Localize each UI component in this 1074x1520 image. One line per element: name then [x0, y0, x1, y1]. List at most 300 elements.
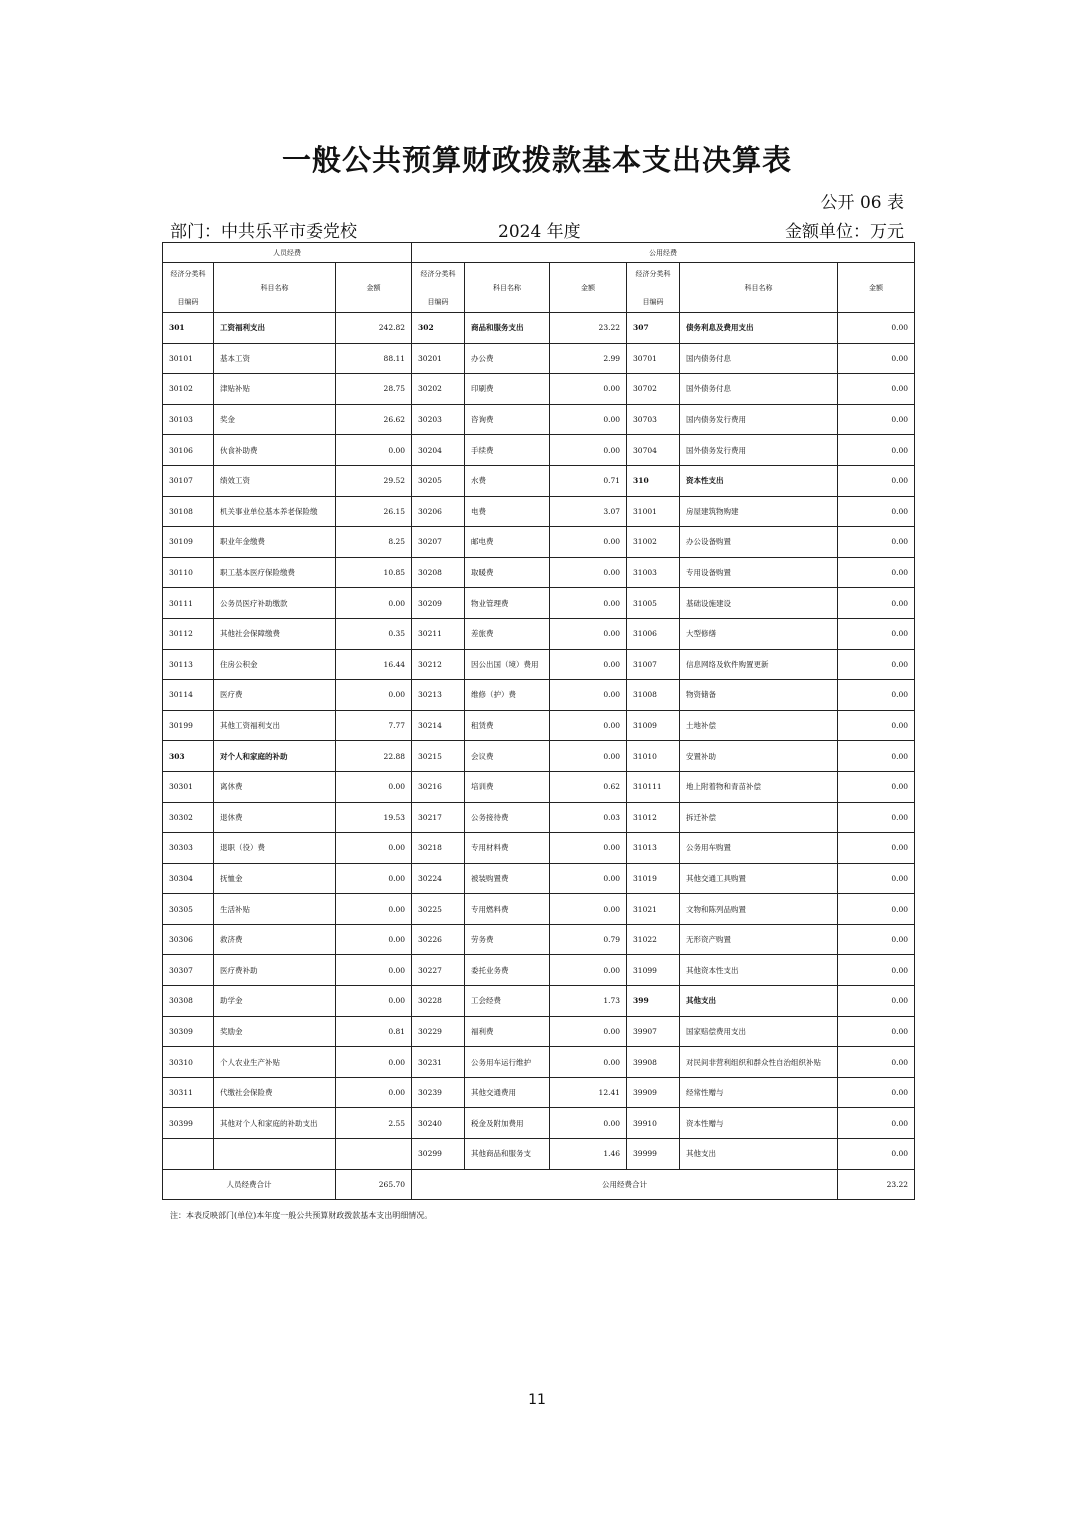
- table-row: [163, 618, 915, 649]
- amount-cell: 0.00: [550, 955, 627, 986]
- name-cell: 邮电费: [465, 527, 550, 558]
- amount-cell: 0.00: [838, 588, 915, 619]
- group-personnel: 人员经费: [163, 243, 412, 263]
- amount-cell: 0.00: [838, 496, 915, 527]
- code-cell: 30215: [412, 741, 465, 772]
- name-cell: 培训费: [465, 771, 550, 802]
- code-cell: 31099: [627, 955, 680, 986]
- code-cell: 31002: [627, 527, 680, 558]
- page-title: 一般公共预算财政拨款基本支出决算表: [281, 143, 792, 177]
- code-cell: 310111: [627, 771, 680, 802]
- name-cell: 奖金: [214, 404, 336, 435]
- amount-cell: 0.00: [838, 1016, 915, 1047]
- code-cell: 30109: [163, 527, 214, 558]
- name-cell: 办公费: [465, 343, 550, 374]
- code-cell: 30299: [412, 1139, 465, 1170]
- name-cell: 职业年金缴费: [214, 527, 336, 558]
- amount-cell: 0.00: [838, 771, 915, 802]
- name-cell: 救济费: [214, 924, 336, 955]
- code-cell: 30110: [163, 557, 214, 588]
- name-cell: 其他社会保障缴费: [214, 618, 336, 649]
- table-row: [163, 435, 915, 466]
- name-cell: 其他支出: [680, 1139, 838, 1170]
- name-cell: 商品和服务支出: [465, 313, 550, 344]
- name-cell: 代缴社会保险费: [214, 1077, 336, 1108]
- amount-cell: 7.77: [336, 710, 412, 741]
- amount-cell: 0.00: [838, 374, 915, 405]
- amount-cell: 3.07: [550, 496, 627, 527]
- amount-cell: 0.00: [550, 710, 627, 741]
- code-cell: 30201: [412, 343, 465, 374]
- code-cell: 30106: [163, 435, 214, 466]
- code-cell: 30702: [627, 374, 680, 405]
- code-cell: 31021: [627, 894, 680, 925]
- name-cell: 工会经费: [465, 986, 550, 1017]
- header-code-line2: 目编码: [177, 297, 199, 306]
- name-cell: 其他对个人和家庭的补助支出: [214, 1108, 336, 1139]
- amount-cell: 8.25: [336, 527, 412, 558]
- name-cell: 基本工资: [214, 343, 336, 374]
- header-code-line1: 经济分类科: [420, 269, 456, 278]
- name-cell: [214, 1139, 336, 1170]
- name-cell: 国外债务付息: [680, 374, 838, 405]
- code-cell: 30114: [163, 680, 214, 711]
- name-cell: 抚恤金: [214, 863, 336, 894]
- table-row: [163, 924, 915, 955]
- table-row: [163, 802, 915, 833]
- code-cell: 39999: [627, 1139, 680, 1170]
- name-cell: 债务利息及费用支出: [680, 313, 838, 344]
- totals-row: [163, 1169, 915, 1199]
- code-cell: 30229: [412, 1016, 465, 1047]
- amount-cell: 16.44: [336, 649, 412, 680]
- name-cell: 其他交通费用: [465, 1077, 550, 1108]
- code-cell: 30209: [412, 588, 465, 619]
- amount-cell: 0.00: [550, 435, 627, 466]
- name-cell: 物业管理费: [465, 588, 550, 619]
- table-row: [163, 680, 915, 711]
- code-cell: 30203: [412, 404, 465, 435]
- code-cell: 30307: [163, 955, 214, 986]
- amount-cell: 0.81: [336, 1016, 412, 1047]
- page-number: 11: [528, 1392, 546, 1408]
- amount-cell: 0.00: [838, 618, 915, 649]
- code-cell: 31013: [627, 833, 680, 864]
- name-cell: 税金及附加费用: [465, 1108, 550, 1139]
- header-name: 科目名称: [465, 263, 550, 313]
- personnel-total-value: 265.70: [336, 1169, 412, 1199]
- amount-cell: 0.00: [550, 404, 627, 435]
- code-cell: 30228: [412, 986, 465, 1017]
- table-row: [163, 374, 915, 405]
- code-cell: 31007: [627, 649, 680, 680]
- code-cell: 30305: [163, 894, 214, 925]
- table-row: [163, 588, 915, 619]
- amount-cell: 2.55: [336, 1108, 412, 1139]
- table-row: [163, 527, 915, 558]
- name-cell: 公务员医疗补助缴款: [214, 588, 336, 619]
- header-amount: 金额: [550, 263, 627, 313]
- code-cell: 30211: [412, 618, 465, 649]
- table-row: [163, 496, 915, 527]
- table-row: [163, 313, 915, 344]
- table-row: [163, 465, 915, 496]
- amount-cell: 26.62: [336, 404, 412, 435]
- amount-cell: 0.00: [550, 833, 627, 864]
- name-cell: 印刷费: [465, 374, 550, 405]
- code-cell: 307: [627, 313, 680, 344]
- name-cell: 水费: [465, 465, 550, 496]
- name-cell: 物资储备: [680, 680, 838, 711]
- form-number: 公开 06 表: [820, 193, 904, 213]
- name-cell: 基础设施建设: [680, 588, 838, 619]
- code-cell: 31019: [627, 863, 680, 894]
- name-cell: 土地补偿: [680, 710, 838, 741]
- name-cell: 大型修缮: [680, 618, 838, 649]
- header-code-line2: 目编码: [642, 297, 664, 306]
- code-cell: 30301: [163, 771, 214, 802]
- code-cell: 30309: [163, 1016, 214, 1047]
- header-code-line1: 经济分类科: [635, 269, 671, 278]
- code-cell: 31022: [627, 924, 680, 955]
- amount-cell: 0.00: [550, 618, 627, 649]
- name-cell: 安置补助: [680, 741, 838, 772]
- amount-cell: 10.85: [336, 557, 412, 588]
- amount-cell: 0.35: [336, 618, 412, 649]
- name-cell: 地上附着物和青苗补偿: [680, 771, 838, 802]
- name-cell: 其他资本性支出: [680, 955, 838, 986]
- name-cell: 文物和陈列品购置: [680, 894, 838, 925]
- amount-cell: 22.88: [336, 741, 412, 772]
- code-cell: 30199: [163, 710, 214, 741]
- header-amount: 金额: [336, 263, 412, 313]
- name-cell: 取暖费: [465, 557, 550, 588]
- code-cell: 30310: [163, 1047, 214, 1078]
- amount-cell: 0.03: [550, 802, 627, 833]
- amount-cell: 0.00: [550, 527, 627, 558]
- name-cell: 助学金: [214, 986, 336, 1017]
- code-cell: 303: [163, 741, 214, 772]
- code-cell: 30207: [412, 527, 465, 558]
- code-cell: 30213: [412, 680, 465, 711]
- name-cell: 拆迁补偿: [680, 802, 838, 833]
- name-cell: 办公设备购置: [680, 527, 838, 558]
- amount-cell: 0.00: [838, 313, 915, 344]
- name-cell: 因公出国（境）费用: [465, 649, 550, 680]
- name-cell: 电费: [465, 496, 550, 527]
- amount-cell: 0.00: [336, 863, 412, 894]
- code-cell: 30102: [163, 374, 214, 405]
- amount-cell: 19.53: [336, 802, 412, 833]
- header-amount: 金额: [838, 263, 915, 313]
- amount-cell: 0.00: [838, 435, 915, 466]
- code-cell: 30113: [163, 649, 214, 680]
- name-cell: 经常性赠与: [680, 1077, 838, 1108]
- amount-cell: 0.00: [838, 343, 915, 374]
- name-cell: 公务用车购置: [680, 833, 838, 864]
- amount-cell: 0.00: [838, 802, 915, 833]
- code-cell: 30302: [163, 802, 214, 833]
- name-cell: 对民间非营利组织和群众性自治组织补贴: [680, 1047, 838, 1078]
- amount-cell: 0.00: [336, 1077, 412, 1108]
- table-row: [163, 404, 915, 435]
- code-cell: 30208: [412, 557, 465, 588]
- name-cell: 劳务费: [465, 924, 550, 955]
- table-row: [163, 833, 915, 864]
- amount-cell: 0.00: [838, 404, 915, 435]
- code-cell: 30226: [412, 924, 465, 955]
- header-code: [163, 263, 214, 313]
- table-body: [163, 313, 915, 1170]
- table-row: [163, 771, 915, 802]
- name-cell: 国家赔偿费用支出: [680, 1016, 838, 1047]
- header-name: 科目名称: [680, 263, 838, 313]
- name-cell: 差旅费: [465, 618, 550, 649]
- name-cell: 无形资产购置: [680, 924, 838, 955]
- name-cell: 机关事业单位基本养老保险缴: [214, 496, 336, 527]
- name-cell: 委托业务费: [465, 955, 550, 986]
- amount-cell: 0.00: [336, 833, 412, 864]
- name-cell: 资本性赠与: [680, 1108, 838, 1139]
- code-cell: 39908: [627, 1047, 680, 1078]
- code-cell: 30112: [163, 618, 214, 649]
- amount-cell: 0.00: [838, 1077, 915, 1108]
- table-row: [163, 343, 915, 374]
- amount-cell: 1.73: [550, 986, 627, 1017]
- code-cell: 30311: [163, 1077, 214, 1108]
- table-row: [163, 863, 915, 894]
- amount-cell: 0.71: [550, 465, 627, 496]
- code-cell: 30103: [163, 404, 214, 435]
- amount-cell: 0.00: [336, 588, 412, 619]
- amount-cell: 0.00: [838, 1108, 915, 1139]
- table-row: [163, 955, 915, 986]
- amount-cell: 0.00: [838, 465, 915, 496]
- amount-cell: 0.00: [336, 924, 412, 955]
- code-cell: 30240: [412, 1108, 465, 1139]
- code-cell: 30107: [163, 465, 214, 496]
- amount-cell: 0.62: [550, 771, 627, 802]
- code-cell: 310: [627, 465, 680, 496]
- code-cell: 302: [412, 313, 465, 344]
- footnote: 注：本表反映部门(单位)本年度一般公共预算财政拨款基本支出明细情况。: [170, 1211, 433, 1220]
- header-name: 科目名称: [214, 263, 336, 313]
- name-cell: 其他工资福利支出: [214, 710, 336, 741]
- code-cell: 30205: [412, 465, 465, 496]
- name-cell: 伙食补助费: [214, 435, 336, 466]
- code-cell: 31006: [627, 618, 680, 649]
- amount-cell: 0.00: [336, 771, 412, 802]
- amount-cell: 0.00: [838, 557, 915, 588]
- code-cell: 30214: [412, 710, 465, 741]
- public-total-value: 23.22: [838, 1169, 915, 1199]
- amount-cell: 0.00: [550, 1047, 627, 1078]
- amount-cell: 0.00: [838, 863, 915, 894]
- code-cell: 30101: [163, 343, 214, 374]
- code-cell: 301: [163, 313, 214, 344]
- amount-cell: 0.00: [838, 710, 915, 741]
- name-cell: 咨询费: [465, 404, 550, 435]
- name-cell: 国内债务付息: [680, 343, 838, 374]
- code-cell: 30212: [412, 649, 465, 680]
- name-cell: 国内债务发行费用: [680, 404, 838, 435]
- expenditure-table: [162, 242, 915, 1200]
- name-cell: 医疗费: [214, 680, 336, 711]
- name-cell: 其他商品和服务支: [465, 1139, 550, 1170]
- code-cell: 31010: [627, 741, 680, 772]
- table-row: [163, 1139, 915, 1170]
- name-cell: 公务接待费: [465, 802, 550, 833]
- public-total-label: 公用经费合计: [412, 1169, 838, 1199]
- amount-cell: 0.00: [838, 986, 915, 1017]
- name-cell: 会议费: [465, 741, 550, 772]
- name-cell: 房屋建筑物购建: [680, 496, 838, 527]
- code-cell: 30306: [163, 924, 214, 955]
- name-cell: 其他支出: [680, 986, 838, 1017]
- name-cell: 退休费: [214, 802, 336, 833]
- code-cell: 30701: [627, 343, 680, 374]
- amount-cell: 29.52: [336, 465, 412, 496]
- personnel-total-label: 人员经费合计: [163, 1169, 336, 1199]
- name-cell: 专用设备购置: [680, 557, 838, 588]
- code-cell: 30224: [412, 863, 465, 894]
- amount-cell: 0.00: [550, 894, 627, 925]
- code-cell: 30308: [163, 986, 214, 1017]
- code-cell: 30399: [163, 1108, 214, 1139]
- amount-cell: 0.00: [550, 1016, 627, 1047]
- code-cell: 31012: [627, 802, 680, 833]
- name-cell: 资本性支出: [680, 465, 838, 496]
- amount-cell: [336, 1139, 412, 1170]
- amount-cell: 0.00: [336, 435, 412, 466]
- amount-cell: 242.82: [336, 313, 412, 344]
- code-cell: 31003: [627, 557, 680, 588]
- name-cell: 奖励金: [214, 1016, 336, 1047]
- table-row: [163, 557, 915, 588]
- code-cell: 39909: [627, 1077, 680, 1108]
- name-cell: 手续费: [465, 435, 550, 466]
- code-cell: 30703: [627, 404, 680, 435]
- amount-cell: 0.00: [336, 680, 412, 711]
- name-cell: 被装购置费: [465, 863, 550, 894]
- amount-cell: 88.11: [336, 343, 412, 374]
- header-code-line1: 经济分类科: [170, 269, 206, 278]
- amount-cell: 23.22: [550, 313, 627, 344]
- amount-cell: 0.79: [550, 924, 627, 955]
- code-cell: 30304: [163, 863, 214, 894]
- amount-cell: 0.00: [838, 1139, 915, 1170]
- amount-cell: 0.00: [550, 863, 627, 894]
- name-cell: 国外债务发行费用: [680, 435, 838, 466]
- column-header-row: [163, 263, 915, 313]
- group-public: 公用经费: [412, 243, 915, 263]
- amount-cell: 0.00: [838, 894, 915, 925]
- amount-cell: 12.41: [550, 1077, 627, 1108]
- name-cell: 离休费: [214, 771, 336, 802]
- table-row: [163, 1047, 915, 1078]
- amount-cell: 0.00: [336, 894, 412, 925]
- name-cell: 医疗费补助: [214, 955, 336, 986]
- department-label: 部门：中共乐平市委党校: [170, 222, 357, 242]
- code-cell: 39907: [627, 1016, 680, 1047]
- amount-unit: 金额单位：万元: [785, 222, 904, 242]
- header-code: [412, 263, 465, 313]
- code-cell: 30218: [412, 833, 465, 864]
- amount-cell: 0.00: [550, 680, 627, 711]
- amount-cell: 1.46: [550, 1139, 627, 1170]
- code-cell: 30206: [412, 496, 465, 527]
- name-cell: 生活补贴: [214, 894, 336, 925]
- table-row: [163, 986, 915, 1017]
- code-cell: 30231: [412, 1047, 465, 1078]
- name-cell: 绩效工资: [214, 465, 336, 496]
- name-cell: 对个人和家庭的补助: [214, 741, 336, 772]
- amount-cell: 0.00: [838, 741, 915, 772]
- table-row: [163, 649, 915, 680]
- code-cell: 39910: [627, 1108, 680, 1139]
- table-row: [163, 1108, 915, 1139]
- name-cell: 专用材料费: [465, 833, 550, 864]
- header-code: [627, 263, 680, 313]
- amount-cell: 0.00: [336, 986, 412, 1017]
- code-cell: 30225: [412, 894, 465, 925]
- amount-cell: 0.00: [838, 527, 915, 558]
- table-row: [163, 1077, 915, 1108]
- amount-cell: 0.00: [550, 1108, 627, 1139]
- name-cell: 公务用车运行维护: [465, 1047, 550, 1078]
- amount-cell: 0.00: [838, 833, 915, 864]
- amount-cell: 28.75: [336, 374, 412, 405]
- name-cell: 津贴补贴: [214, 374, 336, 405]
- amount-cell: 0.00: [838, 924, 915, 955]
- code-cell: 30303: [163, 833, 214, 864]
- amount-cell: 26.15: [336, 496, 412, 527]
- name-cell: 个人农业生产补贴: [214, 1047, 336, 1078]
- amount-cell: 0.00: [838, 649, 915, 680]
- name-cell: 退职（役）费: [214, 833, 336, 864]
- code-cell: 30239: [412, 1077, 465, 1108]
- name-cell: 信息网络及软件购置更新: [680, 649, 838, 680]
- code-cell: 31001: [627, 496, 680, 527]
- code-cell: 30704: [627, 435, 680, 466]
- amount-cell: 0.00: [336, 955, 412, 986]
- group-header-row: [163, 243, 915, 263]
- fiscal-year: 2024 年度: [498, 222, 581, 242]
- code-cell: 399: [627, 986, 680, 1017]
- code-cell: 31008: [627, 680, 680, 711]
- amount-cell: 0.00: [550, 649, 627, 680]
- table-row: [163, 710, 915, 741]
- amount-cell: 0.00: [336, 1047, 412, 1078]
- code-cell: 30217: [412, 802, 465, 833]
- name-cell: 工资福利支出: [214, 313, 336, 344]
- code-cell: [163, 1139, 214, 1170]
- name-cell: 职工基本医疗保险缴费: [214, 557, 336, 588]
- amount-cell: 0.00: [838, 955, 915, 986]
- amount-cell: 2.99: [550, 343, 627, 374]
- amount-cell: 0.00: [838, 1047, 915, 1078]
- table-row: [163, 894, 915, 925]
- name-cell: 福利费: [465, 1016, 550, 1047]
- code-cell: 30202: [412, 374, 465, 405]
- code-cell: 30216: [412, 771, 465, 802]
- amount-cell: 0.00: [550, 741, 627, 772]
- code-cell: 31009: [627, 710, 680, 741]
- code-cell: 30111: [163, 588, 214, 619]
- amount-cell: 0.00: [550, 557, 627, 588]
- amount-cell: 0.00: [550, 588, 627, 619]
- name-cell: 住房公积金: [214, 649, 336, 680]
